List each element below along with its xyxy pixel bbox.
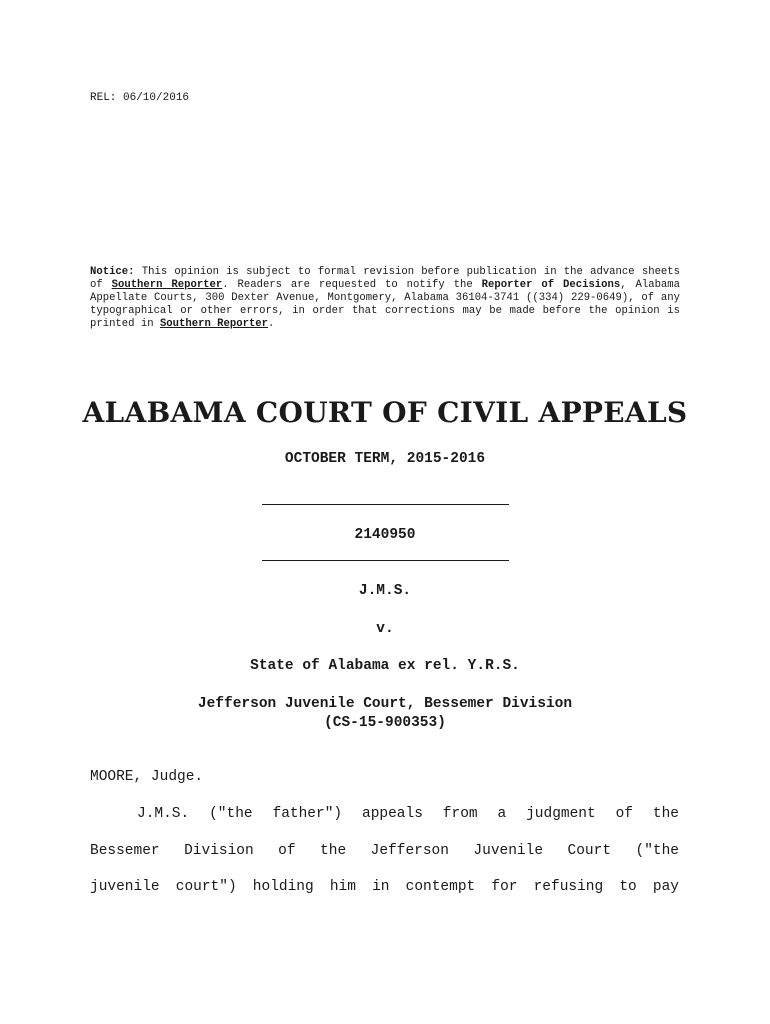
appellee: State of Alabama ex rel. Y.R.S. [250, 658, 520, 674]
notice-text: . Readers are requested to notify the [222, 279, 482, 291]
appellant: J.M.S. [358, 583, 412, 599]
term: OCTOBER TERM, 2015-2016 [284, 451, 486, 467]
divider-bottom [262, 560, 509, 561]
lower-case-number: (CS-15-900353) [324, 715, 446, 731]
notice-label: Notice: [90, 266, 135, 278]
notice-text: , Alabama Appellate Courts, 300 Dexter Avenue, Montgomery, Alabama 36104-3741 ((334) 229-0649), of any typographical or other errors, in order that corrections may be made before the opinion is printed in [90, 279, 680, 330]
body-text-line: Bessemer Division of the Jefferson Juvenile Court ("the [90, 843, 679, 859]
judge-name: MOORE, Judge. [90, 769, 204, 785]
lower-court: Jefferson Juvenile Court, Bessemer Division [197, 696, 573, 712]
notice-text: This opinion is subject to formal revision before publication in the advance sheets of [90, 266, 680, 291]
case-number: 2140950 [354, 527, 416, 543]
divider-top [262, 504, 509, 505]
southern-reporter-ref: Southern Reporter [159, 318, 269, 330]
versus: v. [376, 621, 394, 637]
court-title: ALABAMA COURT OF CIVIL APPEALS [82, 396, 688, 429]
body-text-line: juvenile court") holding him in contempt for refusing to pay [90, 879, 679, 895]
publication-notice [90, 266, 680, 331]
release-date: REL: 06/10/2016 [90, 92, 190, 104]
reporter-of-decisions: Reporter of Decisions [481, 279, 621, 291]
body-text-line: J.M.S. ("the father") appeals from a judgment of the [137, 806, 679, 822]
southern-reporter-ref: Southern Reporter [111, 279, 223, 291]
notice-text: . [268, 318, 275, 330]
